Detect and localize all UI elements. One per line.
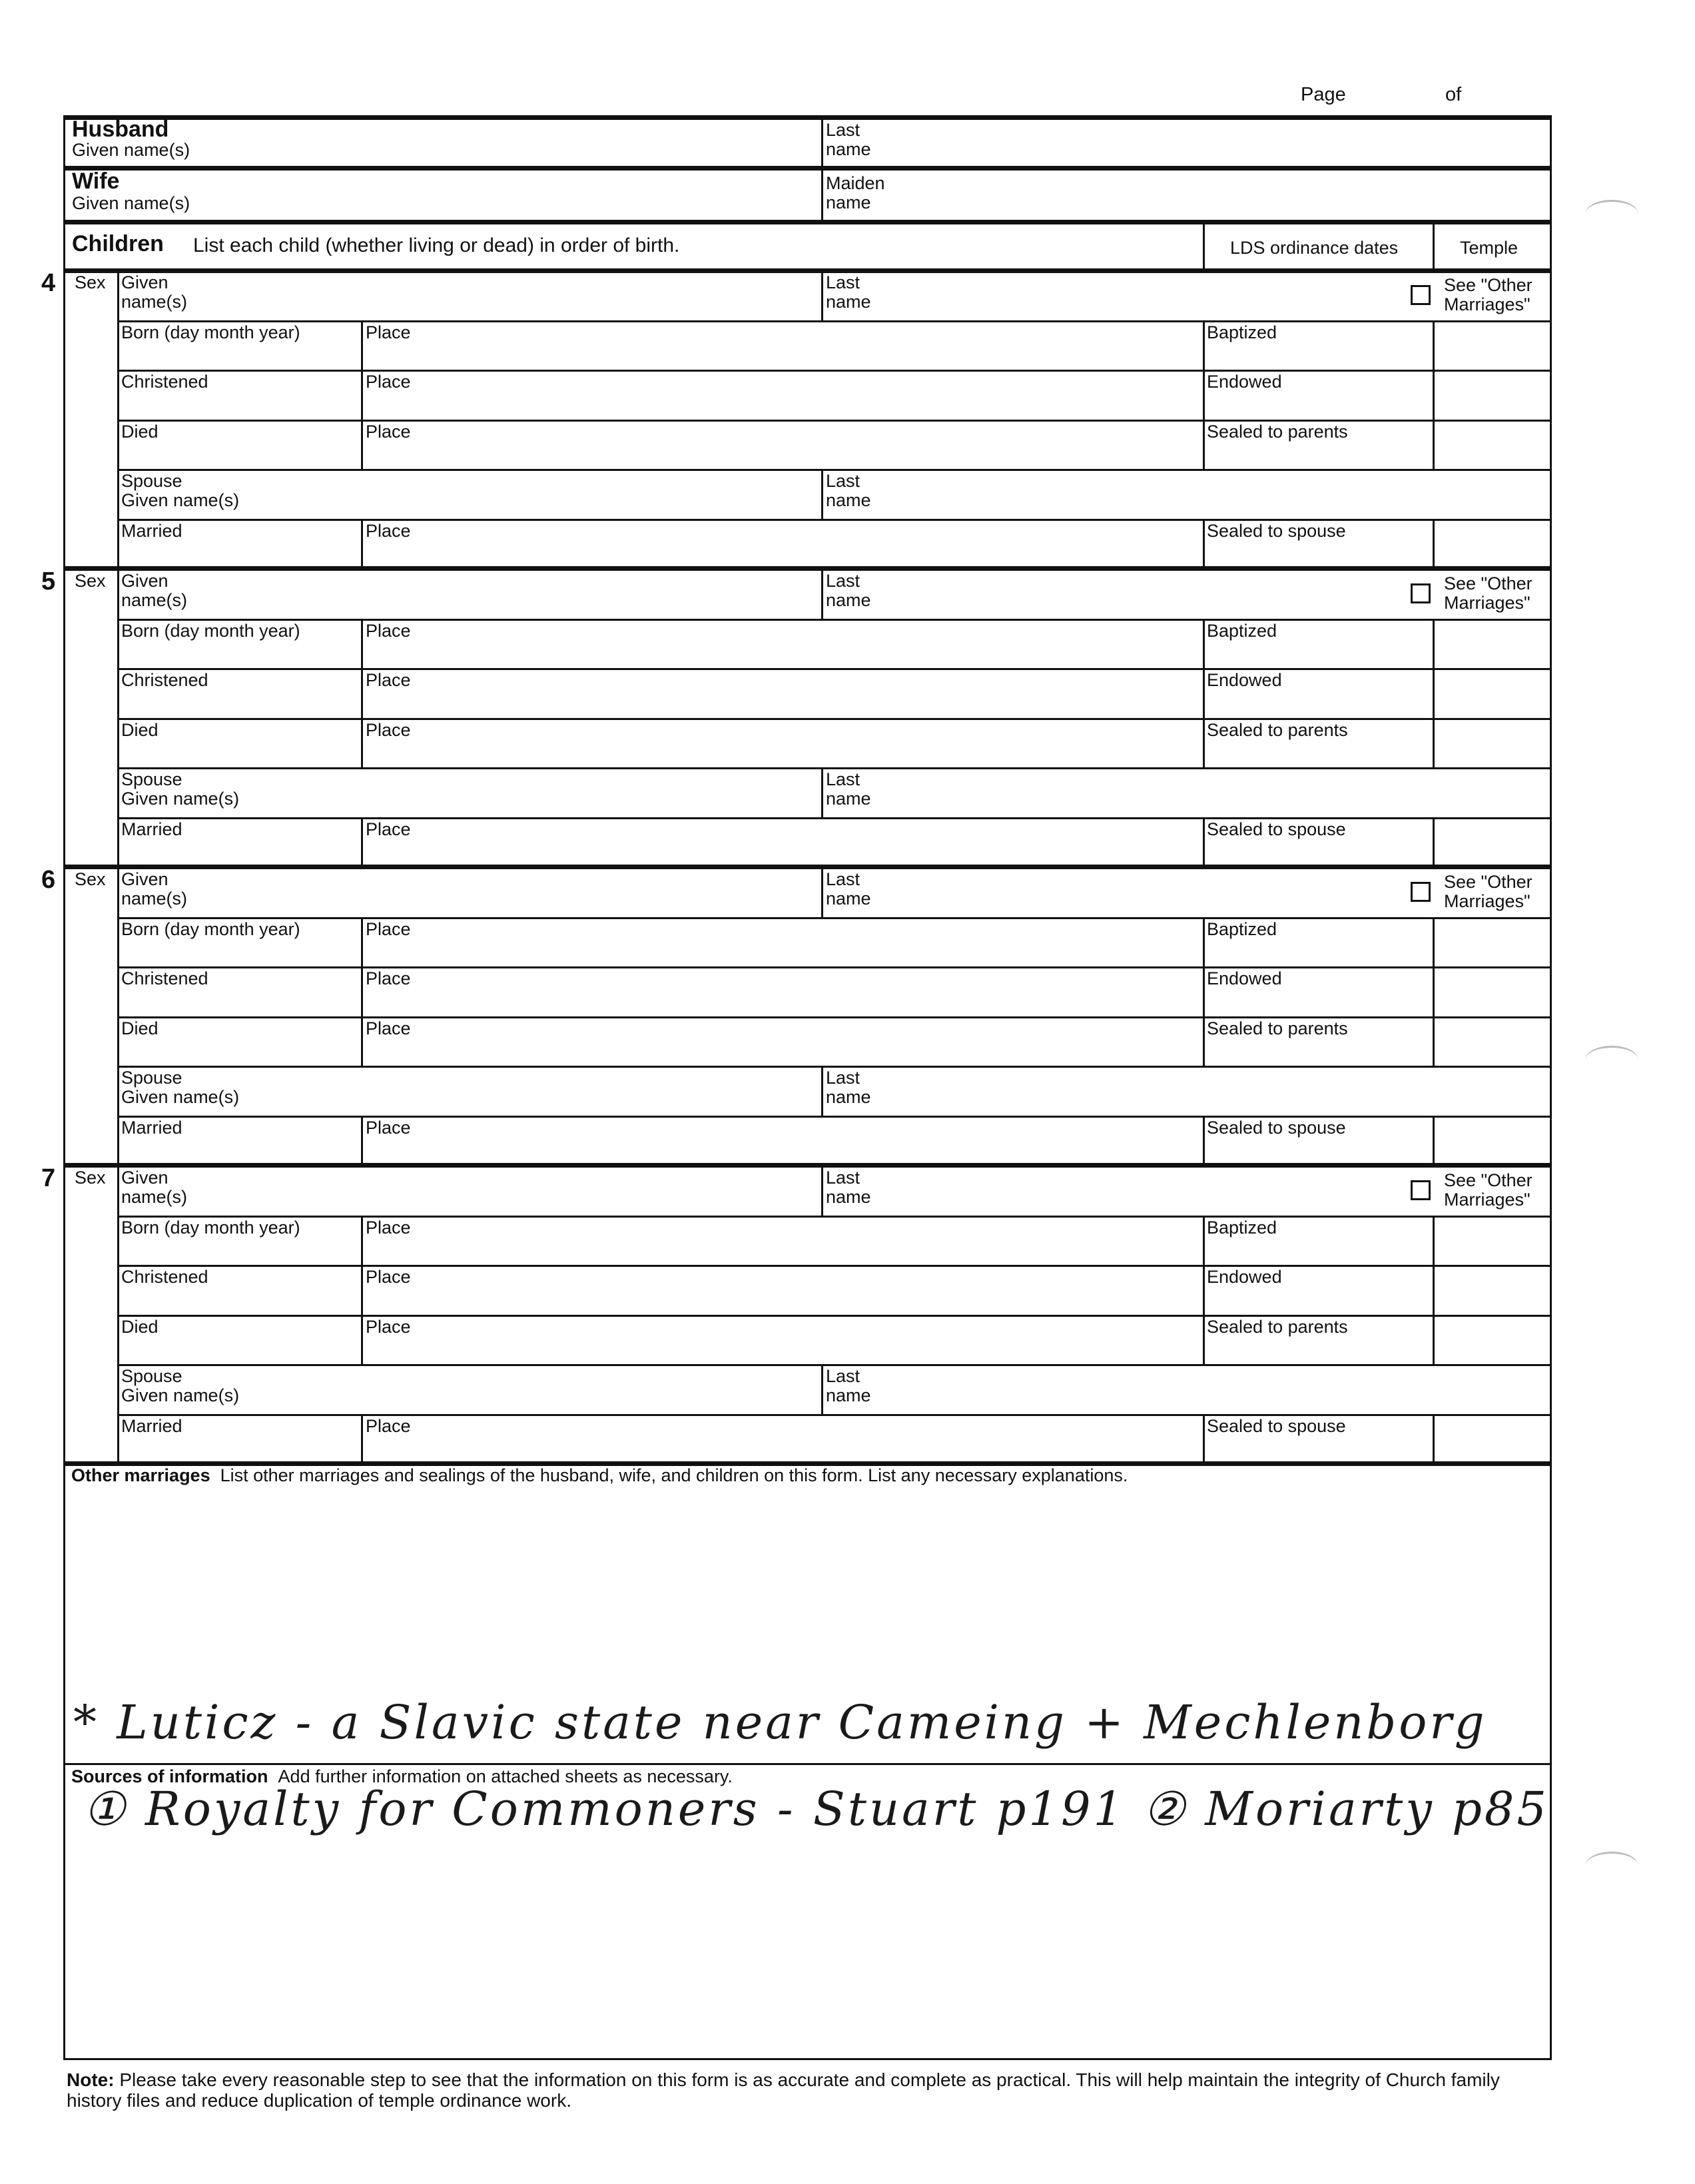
child-4-sealed-spouse-field[interactable]: Sealed to spouse bbox=[1207, 521, 1346, 541]
child-7-baptized-field[interactable]: Baptized bbox=[1207, 1217, 1277, 1238]
sources-bottom-rule bbox=[63, 2058, 1552, 2060]
child-6-row-rule bbox=[117, 917, 1550, 919]
children-left-border bbox=[63, 220, 65, 270]
child-4-temple-divider bbox=[1433, 320, 1435, 370]
child-6-lds-divider bbox=[1203, 917, 1205, 967]
child-4-lds-divider bbox=[1203, 519, 1205, 569]
other-marriages-bottom-rule bbox=[63, 1763, 1552, 1765]
binder-mark-bottom bbox=[1585, 1852, 1638, 1880]
child-4-married-place-field[interactable]: Place bbox=[366, 521, 411, 541]
child-5-number: 5 bbox=[41, 567, 56, 595]
child-6-last-field[interactable]: Last name bbox=[826, 869, 871, 909]
child-5-spouse-divider bbox=[821, 767, 823, 817]
child-7-place-divider bbox=[361, 1414, 363, 1464]
child-4-spouse-last-field[interactable]: Last name bbox=[826, 471, 871, 511]
child-6-place-divider bbox=[361, 1016, 363, 1066]
child-7-other-marriages-checkbox[interactable] bbox=[1411, 1180, 1431, 1200]
child-4-name-divider bbox=[821, 270, 823, 320]
child-4-spouse-given-field[interactable]: Spouse Given name(s) bbox=[121, 471, 240, 511]
children-title: Children bbox=[72, 231, 164, 256]
child-6-married-field[interactable]: Married bbox=[121, 1118, 182, 1138]
lds-ordinance-header: LDS ordinance dates bbox=[1230, 238, 1399, 258]
child-5-see-other-label: See "Other Marriages" bbox=[1444, 573, 1532, 613]
child-6-bottom-rule bbox=[63, 1163, 1552, 1168]
child-6-christened-place-field[interactable]: Place bbox=[366, 968, 411, 989]
wife-title: Wife bbox=[72, 169, 120, 194]
child-5-lds-divider bbox=[1203, 817, 1205, 867]
child-5-born-field[interactable]: Born (day month year) bbox=[121, 620, 300, 641]
child-6-died-field[interactable]: Died bbox=[121, 1018, 159, 1038]
child-7-place-divider bbox=[361, 1265, 363, 1315]
child-4-died-field[interactable]: Died bbox=[121, 421, 159, 442]
temple-header: Temple bbox=[1460, 238, 1519, 258]
child-7-given-field[interactable]: Given name(s) bbox=[121, 1168, 188, 1207]
child-6-name-divider bbox=[821, 867, 823, 917]
child-7-temple-divider bbox=[1433, 1315, 1435, 1365]
child-4-place-divider bbox=[361, 320, 363, 370]
child-7-right-border bbox=[1550, 1166, 1552, 1464]
child-7-married-place-field[interactable]: Place bbox=[366, 1416, 411, 1436]
child-7-sex-field[interactable]: Sex bbox=[75, 1168, 106, 1188]
child-7-place-divider bbox=[361, 1216, 363, 1266]
child-7-born-place-field[interactable]: Place bbox=[366, 1217, 411, 1238]
child-5-lds-divider bbox=[1203, 718, 1205, 768]
child-6-endowed-field[interactable]: Endowed bbox=[1207, 968, 1282, 989]
child-7-died-place-field[interactable]: Place bbox=[366, 1316, 411, 1337]
lds-divider bbox=[1203, 220, 1205, 270]
child-4-bottom-rule bbox=[63, 566, 1552, 571]
child-6-temple-divider bbox=[1433, 966, 1435, 1016]
child-7-married-field[interactable]: Married bbox=[121, 1416, 182, 1436]
child-5-born-place-field[interactable]: Place bbox=[366, 620, 411, 641]
other-marriages-handwriting[interactable]: * Luticz - a Slavic state near Cameing + Mechlenborg bbox=[73, 1695, 1487, 1750]
child-4-spouse-divider bbox=[821, 469, 823, 519]
child-5-right-border bbox=[1550, 569, 1552, 867]
binder-mark-middle bbox=[1585, 1046, 1638, 1074]
child-7-row-rule bbox=[117, 1265, 1550, 1267]
child-4-given-field[interactable]: Given name(s) bbox=[121, 272, 188, 312]
child-6-sex-field[interactable]: Sex bbox=[75, 869, 106, 889]
child-7-number: 7 bbox=[41, 1164, 56, 1192]
child-6-left-border bbox=[63, 867, 65, 1166]
child-5-died-place-field[interactable]: Place bbox=[366, 719, 411, 740]
child-5-temple-divider bbox=[1433, 817, 1435, 867]
child-5-row-rule bbox=[117, 619, 1550, 621]
child-7-spouse-last-field[interactable]: Last name bbox=[826, 1366, 871, 1406]
child-5-sex-field[interactable]: Sex bbox=[75, 571, 106, 591]
child-4-born-place-field[interactable]: Place bbox=[366, 322, 411, 342]
child-6-temple-divider bbox=[1433, 917, 1435, 967]
child-5-left-border bbox=[63, 569, 65, 867]
child-4-baptized-field[interactable]: Baptized bbox=[1207, 322, 1277, 342]
child-6-born-place-field[interactable]: Place bbox=[366, 918, 411, 939]
child-6-row-rule bbox=[117, 966, 1550, 968]
child-5-married-field[interactable]: Married bbox=[121, 819, 182, 839]
child-5-temple-divider bbox=[1433, 619, 1435, 669]
child-5-christened-place-field[interactable]: Place bbox=[366, 670, 411, 691]
child-4-other-marriages-checkbox[interactable] bbox=[1411, 285, 1431, 305]
child-4-sealed_parents-field[interactable]: Sealed to parents bbox=[1207, 421, 1348, 442]
child-7-lds-divider bbox=[1203, 1414, 1205, 1464]
child-7-row-rule bbox=[117, 1216, 1550, 1218]
lower-left-border bbox=[63, 1462, 65, 2058]
child-4-last-field[interactable]: Last name bbox=[826, 272, 871, 312]
husband-title: Husband bbox=[72, 117, 169, 142]
child-6-number: 6 bbox=[41, 866, 56, 894]
child-7-endowed-field[interactable]: Endowed bbox=[1207, 1267, 1282, 1287]
wife-maiden-field[interactable]: Maiden name bbox=[826, 173, 885, 212]
child-7-sealed-spouse-field[interactable]: Sealed to spouse bbox=[1207, 1416, 1346, 1436]
child-5-name-divider bbox=[821, 569, 823, 619]
child-6-spouse-divider bbox=[821, 1066, 823, 1116]
child-4-temple-divider bbox=[1433, 519, 1435, 569]
child-4-christened-place-field[interactable]: Place bbox=[366, 372, 411, 392]
child-4-row-rule bbox=[117, 320, 1550, 322]
child-4-place-divider bbox=[361, 370, 363, 420]
child-7-christened-place-field[interactable]: Place bbox=[366, 1267, 411, 1287]
child-7-spouse-given-field[interactable]: Spouse Given name(s) bbox=[121, 1366, 240, 1406]
child-4-died-place-field[interactable]: Place bbox=[366, 421, 411, 442]
child-6-temple-divider bbox=[1433, 1016, 1435, 1066]
child-6-place-divider bbox=[361, 917, 363, 967]
child-6-lds-divider bbox=[1203, 966, 1205, 1016]
child-4-lds-divider bbox=[1203, 320, 1205, 370]
child-4-number: 4 bbox=[41, 269, 56, 297]
child-5-died-field[interactable]: Died bbox=[121, 719, 159, 740]
child-7-left-border bbox=[63, 1166, 65, 1464]
child-5-spouse-given-field[interactable]: Spouse Given name(s) bbox=[121, 769, 240, 809]
children-instruction: List each child (whether living or dead) in order of birth. bbox=[193, 234, 680, 256]
child-7-died-field[interactable]: Died bbox=[121, 1316, 159, 1337]
child-7-name-divider bbox=[821, 1166, 823, 1216]
child-5-lds-divider bbox=[1203, 668, 1205, 718]
husband-last-field[interactable]: Last name bbox=[826, 120, 871, 159]
child-5-bottom-rule bbox=[63, 865, 1552, 869]
child-7-lds-divider bbox=[1203, 1315, 1205, 1365]
note-text: Note: Please take every reasonable step to see that the information on this form is as accurate and complete as practical. This will help maintain the integrity of Church family history files and reduce duplication of temple ordinance work. bbox=[67, 2069, 1500, 2111]
child-5-place-divider bbox=[361, 718, 363, 768]
child-7-lds-divider bbox=[1203, 1216, 1205, 1266]
child-5-place-divider bbox=[361, 668, 363, 718]
child-6-see-other-label: See "Other Marriages" bbox=[1444, 872, 1532, 911]
child-5-temple-divider bbox=[1433, 718, 1435, 768]
child-6-lds-divider bbox=[1203, 1016, 1205, 1066]
sources-handwriting[interactable]: ① Royalty for Commoners - Stuart p191 ② Moriarty p85 bbox=[83, 1782, 1549, 1836]
child-5-christened-field[interactable]: Christened bbox=[121, 670, 208, 691]
children-right-border bbox=[1550, 220, 1552, 270]
child-6-born-field[interactable]: Born (day month year) bbox=[121, 918, 300, 939]
child-7-see-other-label: See "Other Marriages" bbox=[1444, 1170, 1532, 1210]
child-7-lds-divider bbox=[1203, 1265, 1205, 1315]
child-7-born-field[interactable]: Born (day month year) bbox=[121, 1217, 300, 1238]
child-6-right-border bbox=[1550, 867, 1552, 1166]
other-marriages-title: Other marriages List other marriages and sealings of the husband, wife, and children on this form. List any necessary explanations. bbox=[71, 1465, 1128, 1485]
child-6-married-place-field[interactable]: Place bbox=[366, 1118, 411, 1138]
lower-right-border bbox=[1550, 1462, 1552, 2058]
child-5-place-divider bbox=[361, 619, 363, 669]
child-7-sealed_parents-field[interactable]: Sealed to parents bbox=[1207, 1316, 1348, 1337]
child-5-other-marriages-checkbox[interactable] bbox=[1411, 583, 1431, 603]
child-6-other-marriages-checkbox[interactable] bbox=[1411, 882, 1431, 902]
child-6-baptized-field[interactable]: Baptized bbox=[1207, 918, 1277, 939]
child-5-place-divider bbox=[361, 817, 363, 867]
wife-given-field[interactable]: Given name(s) bbox=[72, 193, 190, 213]
binder-mark-top bbox=[1585, 200, 1638, 228]
child-4-left-border bbox=[63, 270, 65, 569]
child-4-place-divider bbox=[361, 420, 363, 470]
child-4-married-field[interactable]: Married bbox=[121, 521, 182, 541]
child-5-sealed-spouse-field[interactable]: Sealed to spouse bbox=[1207, 819, 1346, 839]
husband-bottom-rule bbox=[63, 166, 1552, 171]
child-4-lds-divider bbox=[1203, 370, 1205, 420]
child-5-sealed_parents-field[interactable]: Sealed to parents bbox=[1207, 719, 1348, 740]
child-6-place-divider bbox=[361, 1116, 363, 1166]
child-6-sealed-spouse-field[interactable]: Sealed to spouse bbox=[1207, 1118, 1346, 1138]
child-5-spouse-last-field[interactable]: Last name bbox=[826, 769, 871, 809]
child-4-sex-field[interactable]: Sex bbox=[75, 272, 106, 292]
temple-divider bbox=[1433, 220, 1435, 270]
child-5-endowed-field[interactable]: Endowed bbox=[1207, 670, 1282, 691]
child-5-lds-divider bbox=[1203, 619, 1205, 669]
child-6-temple-divider bbox=[1433, 1116, 1435, 1166]
wife-bottom-rule bbox=[63, 220, 1552, 224]
child-7-last-field[interactable]: Last name bbox=[826, 1168, 871, 1207]
child-5-row-rule bbox=[117, 668, 1550, 670]
page-label: Page bbox=[1301, 84, 1346, 105]
child-6-spouse-last-field[interactable]: Last name bbox=[826, 1068, 871, 1108]
child-6-died-place-field[interactable]: Place bbox=[366, 1018, 411, 1038]
child-6-place-divider bbox=[361, 966, 363, 1016]
child-5-given-field[interactable]: Given name(s) bbox=[121, 571, 188, 610]
child-4-born-field[interactable]: Born (day month year) bbox=[121, 322, 300, 342]
child-7-place-divider bbox=[361, 1315, 363, 1365]
child-4-temple-divider bbox=[1433, 420, 1435, 470]
child-7-temple-divider bbox=[1433, 1216, 1435, 1266]
child-4-temple-divider bbox=[1433, 370, 1435, 420]
child-4-right-border bbox=[1550, 270, 1552, 569]
child-5-married-place-field[interactable]: Place bbox=[366, 819, 411, 839]
child-5-temple-divider bbox=[1433, 668, 1435, 718]
child-7-spouse-divider bbox=[821, 1364, 823, 1414]
top-rule bbox=[63, 115, 1552, 120]
children-header-bottom-rule bbox=[63, 268, 1552, 273]
husband-given-field[interactable]: Given name(s) bbox=[72, 140, 190, 160]
child-6-lds-divider bbox=[1203, 1116, 1205, 1166]
child-5-baptized-field[interactable]: Baptized bbox=[1207, 620, 1277, 641]
child-6-sealed_parents-field[interactable]: Sealed to parents bbox=[1207, 1018, 1348, 1038]
child-6-given-field[interactable]: Given name(s) bbox=[121, 869, 188, 909]
sources-title: Sources of information Add further information on attached sheets as necessary. bbox=[71, 1766, 733, 1786]
child-4-endowed-field[interactable]: Endowed bbox=[1207, 372, 1282, 392]
child-4-lds-divider bbox=[1203, 420, 1205, 470]
child-7-temple-divider bbox=[1433, 1414, 1435, 1464]
child-4-see-other-label: See "Other Marriages" bbox=[1444, 275, 1532, 314]
of-label: of bbox=[1445, 84, 1462, 105]
child-4-place-divider bbox=[361, 519, 363, 569]
child-5-last-field[interactable]: Last name bbox=[826, 571, 871, 610]
child-4-christened-field[interactable]: Christened bbox=[121, 372, 208, 392]
child-4-row-rule bbox=[117, 370, 1550, 372]
child-7-temple-divider bbox=[1433, 1265, 1435, 1315]
child-6-spouse-given-field[interactable]: Spouse Given name(s) bbox=[121, 1068, 240, 1108]
child-7-christened-field[interactable]: Christened bbox=[121, 1267, 208, 1287]
child-6-christened-field[interactable]: Christened bbox=[121, 968, 208, 989]
